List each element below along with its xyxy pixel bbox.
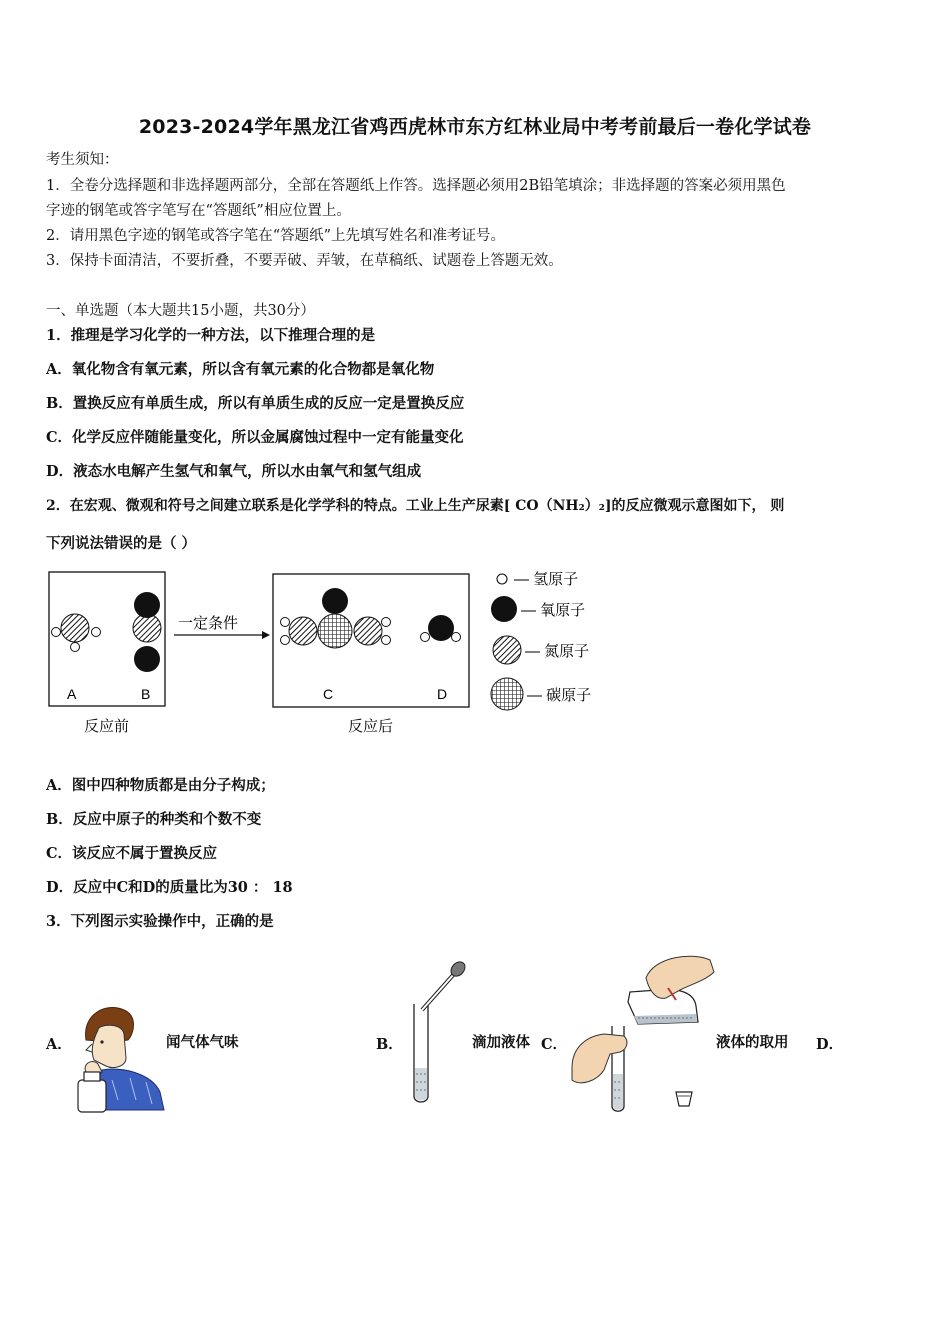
legend-hydrogen: — 氢原子: [514, 571, 579, 588]
label-after: 反应后: [348, 718, 394, 735]
arrow-condition: 一定条件: [178, 615, 239, 632]
question-3-option-c-letter: C．: [541, 1036, 568, 1053]
legend-nitrogen: — 氮原子: [525, 643, 590, 660]
question-2-stem-line-1: 2．在宏观、微观和符号之间建立联系是化学学科的特点。工业上生产尿素[ CO（NH₂）₂]的反应微观示意图如下， 则: [46, 498, 785, 514]
legend-carbon: — 碳原子: [527, 687, 592, 704]
legend-oxygen: — 氧原子: [521, 602, 586, 619]
hydrogen-legend-icon: [497, 574, 507, 584]
question-1-option-b: B．置换反应有单质生成，所以有单质生成的反应一定是置换反应: [46, 395, 465, 412]
notice-item-1-line-2: 字迹的钢笔或答字笔写在“答题纸”相应位置上。: [46, 203, 351, 219]
page-title: 2023-2024学年黑龙江省鸡西虎林市东方红林业局中考考前最后一卷化学试卷: [138, 116, 812, 138]
question-2-option-c: C．该反应不属于置换反应: [46, 845, 218, 862]
label-before: 反应前: [84, 718, 130, 735]
urea-molecule: [281, 588, 391, 648]
question-3-option-a-letter: A．: [46, 1036, 72, 1053]
notice-heading: 考生须知：: [46, 152, 119, 168]
reaction-diagram: [40, 562, 620, 742]
water-molecule: [421, 615, 461, 642]
question-2-option-b: B．反应中原子的种类和个数不变: [46, 811, 262, 828]
question-3-stem: 3．下列图示实验操作中，正确的是: [46, 913, 274, 930]
label-c: C: [323, 686, 334, 702]
question-1-option-a: A．氧化物含有氧元素，所以含有氧元素的化合物都是氧化物: [46, 361, 435, 378]
legend: [491, 571, 591, 710]
smelling-gas-illustration: [72, 1000, 167, 1115]
question-1-stem: 1．推理是学习化学的一种方法，以下推理合理的是: [46, 327, 376, 344]
carbon-dioxide-molecule: [133, 592, 161, 672]
question-3-option-d-letter: D．: [816, 1036, 844, 1053]
question-3-option-b-letter: B．: [376, 1036, 403, 1053]
liquid-pouring-illustration: [568, 950, 718, 1115]
question-3-caption-b: 滴加液体: [472, 1034, 530, 1051]
arrow-head: [262, 631, 270, 639]
notice-item-1-line-1: 1．全卷分选择题和非选择题两部分，全部在答题纸上作答。选择题必须用2B铅笔填涂；非选择题的答案必须用黑色: [46, 178, 786, 194]
question-2-stem-line-2: 下列说法错误的是（ ）: [46, 535, 197, 552]
carbon-legend-icon: [491, 678, 523, 710]
oxygen-legend-icon: [491, 596, 517, 622]
question-3-caption-a: 闻气体气味: [166, 1034, 239, 1051]
notice-item-2: 2．请用黑色字迹的钢笔或答字笔在“答题纸”上先填写姓名和准考证号。: [46, 228, 506, 244]
question-1-option-d: D．液态水电解产生氢气和氧气，所以水由氧气和氢气组成: [46, 463, 422, 480]
question-3-caption-c: 液体的取用: [716, 1034, 789, 1051]
question-2-option-d: D．反应中C和D的质量比为30 ： 18: [46, 879, 293, 896]
nitrogen-legend-icon: [493, 636, 521, 664]
notice-item-3: 3．保持卡面清洁，不要折叠，不要弄破、弄皱，在草稿纸、试题卷上答题无效。: [46, 253, 563, 269]
label-b: B: [141, 686, 151, 702]
ammonia-molecule: [52, 614, 101, 652]
dropper-illustration: [404, 958, 474, 1108]
label-a: A: [67, 686, 77, 702]
question-1-option-c: C．化学反应伴随能量变化，所以金属腐蚀过程中一定有能量变化: [46, 429, 464, 446]
section-heading: 一、单选题（本大题共15小题，共30分）: [46, 303, 315, 319]
question-2-option-a: A．图中四种物质都是由分子构成；: [46, 777, 275, 794]
label-d: D: [437, 686, 448, 702]
